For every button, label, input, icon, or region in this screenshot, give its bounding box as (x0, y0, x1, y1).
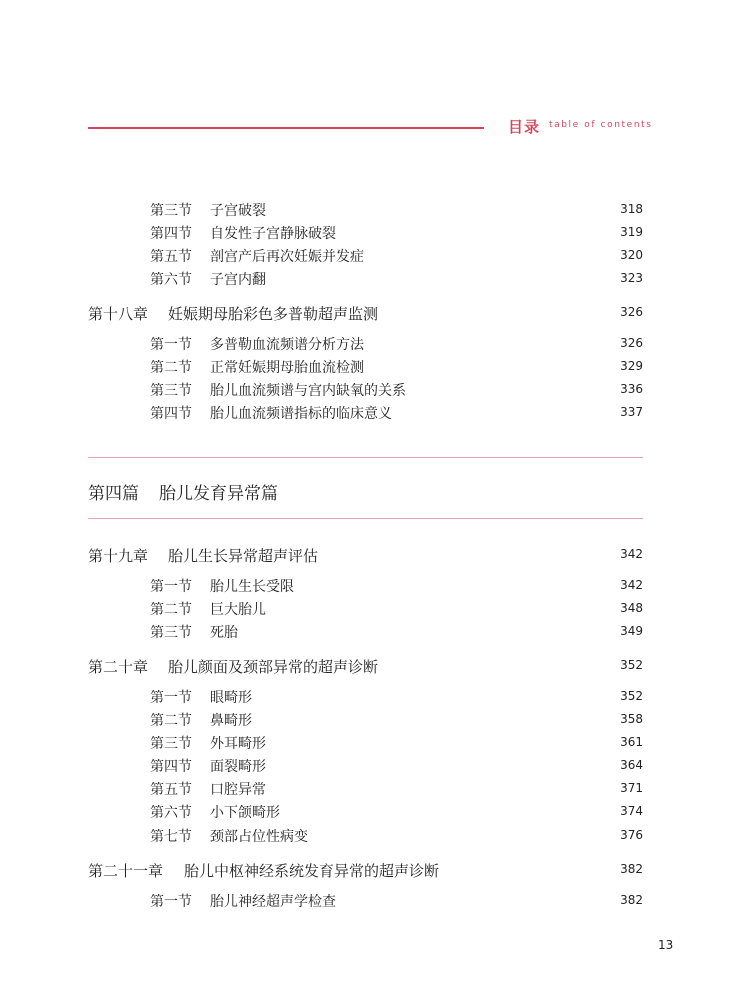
page-ref: 374 (620, 804, 643, 818)
section-title: 面裂畸形 (210, 759, 266, 775)
section-title: 小下颌畸形 (210, 805, 280, 821)
section-title: 口腔异常 (210, 782, 266, 798)
toc-chapter-entry[interactable] (88, 545, 643, 567)
section-title: 巨大胎儿 (210, 602, 266, 618)
section-label: 第一节 (150, 894, 192, 910)
section-title: 胎儿生长受限 (210, 579, 294, 595)
toc-entry[interactable] (88, 200, 643, 222)
chapter-title: 胎儿生长异常超声评估 (168, 547, 319, 565)
section-title: 死胎 (210, 625, 238, 641)
section-label: 第三节 (150, 203, 192, 219)
page-ref: 326 (620, 305, 643, 319)
section-title: 外耳畸形 (210, 736, 266, 752)
page-ref: 382 (620, 862, 643, 876)
page-ref: 342 (620, 547, 643, 561)
section-title: 眼畸形 (210, 690, 252, 706)
chapter-label: 第十九章 (88, 547, 149, 565)
section-label: 第四节 (150, 406, 192, 422)
page-ref: 329 (620, 359, 643, 373)
toc-entry[interactable] (88, 599, 643, 621)
toc-heading-subtitle: table of contents (549, 120, 653, 130)
page-ref: 318 (620, 202, 643, 216)
part-title: 胎儿发育异常篇 (159, 484, 278, 504)
section-label: 第一节 (150, 579, 192, 595)
chapter-title: 胎儿颜面及颈部异常的超声诊断 (168, 658, 379, 676)
toc-chapter-entry[interactable] (88, 303, 643, 325)
toc-entry[interactable] (88, 403, 643, 425)
page-ref: 349 (620, 624, 643, 638)
page-number: 13 (658, 938, 674, 952)
toc-entry[interactable] (88, 756, 643, 778)
toc-entry[interactable] (88, 826, 643, 848)
section-title: 子宫破裂 (210, 203, 266, 219)
toc-entry[interactable] (88, 380, 643, 402)
section-label: 第一节 (150, 690, 192, 706)
section-title: 鼻畸形 (210, 713, 252, 729)
toc-entry[interactable] (88, 334, 643, 356)
part-label: 第四篇 (88, 484, 139, 504)
page-ref: 323 (620, 271, 643, 285)
section-label: 第三节 (150, 383, 192, 399)
page-ref: 352 (620, 689, 643, 703)
toc-entry[interactable] (88, 622, 643, 644)
section-label: 第五节 (150, 249, 192, 265)
toc-heading: 目录 (508, 118, 541, 136)
section-label: 第七节 (150, 829, 192, 845)
part-rule-top (88, 457, 643, 458)
part-heading[interactable] (88, 479, 278, 504)
section-label: 第六节 (150, 805, 192, 821)
toc-entry[interactable] (88, 710, 643, 732)
toc-entry[interactable] (88, 357, 643, 379)
toc-entry[interactable] (88, 779, 643, 801)
section-title: 胎儿神经超声学检查 (210, 894, 336, 910)
toc-entry[interactable] (88, 269, 643, 291)
section-title: 胎儿血流频谱与宫内缺氧的关系 (210, 383, 406, 399)
toc-chapter-entry[interactable] (88, 860, 643, 882)
page-ref: 376 (620, 828, 643, 842)
page-ref: 358 (620, 712, 643, 726)
section-label: 第六节 (150, 272, 192, 288)
toc-entry[interactable] (88, 733, 643, 755)
section-label: 第二节 (150, 360, 192, 376)
section-label: 第四节 (150, 759, 192, 775)
section-label: 第三节 (150, 625, 192, 641)
header-rule (88, 127, 484, 129)
chapter-title: 妊娠期母胎彩色多普勒超声监测 (168, 305, 379, 323)
section-label: 第二节 (150, 602, 192, 618)
toc-entry[interactable] (88, 223, 643, 245)
section-label: 第三节 (150, 736, 192, 752)
section-title: 正常妊娠期母胎血流检测 (210, 360, 364, 376)
page-ref: 364 (620, 758, 643, 772)
section-label: 第四节 (150, 226, 192, 242)
section-label: 第五节 (150, 782, 192, 798)
page-ref: 371 (620, 781, 643, 795)
chapter-label: 第十八章 (88, 305, 149, 323)
section-title: 自发性子宫静脉破裂 (210, 226, 336, 242)
toc-entry[interactable] (88, 687, 643, 709)
toc-entry[interactable] (88, 891, 643, 913)
toc-entry[interactable] (88, 576, 643, 598)
toc-chapter-entry[interactable] (88, 656, 643, 678)
section-title: 胎儿血流频谱指标的临床意义 (210, 406, 392, 422)
chapter-label: 第二十一章 (88, 862, 164, 880)
section-title: 子宫内翻 (210, 272, 266, 288)
page-ref: 337 (620, 405, 643, 419)
section-title: 剖宫产后再次妊娠并发症 (210, 249, 364, 265)
part-rule-bottom (88, 518, 643, 519)
page-ref: 352 (620, 658, 643, 672)
chapter-label: 第二十章 (88, 658, 149, 676)
chapter-title: 胎儿中枢神经系统发育异常的超声诊断 (184, 862, 440, 880)
section-label: 第二节 (150, 713, 192, 729)
toc-entry[interactable] (88, 246, 643, 268)
page-ref: 361 (620, 735, 643, 749)
page-ref: 319 (620, 225, 643, 239)
page-ref: 320 (620, 248, 643, 262)
section-title: 颈部占位性病变 (210, 829, 308, 845)
page-ref: 348 (620, 601, 643, 615)
toc-entry[interactable] (88, 802, 643, 824)
page-ref: 382 (620, 893, 643, 907)
section-label: 第一节 (150, 337, 192, 353)
section-title: 多普勒血流频谱分析方法 (210, 337, 364, 353)
page-ref: 342 (620, 578, 643, 592)
page-ref: 326 (620, 336, 643, 350)
page-ref: 336 (620, 382, 643, 396)
